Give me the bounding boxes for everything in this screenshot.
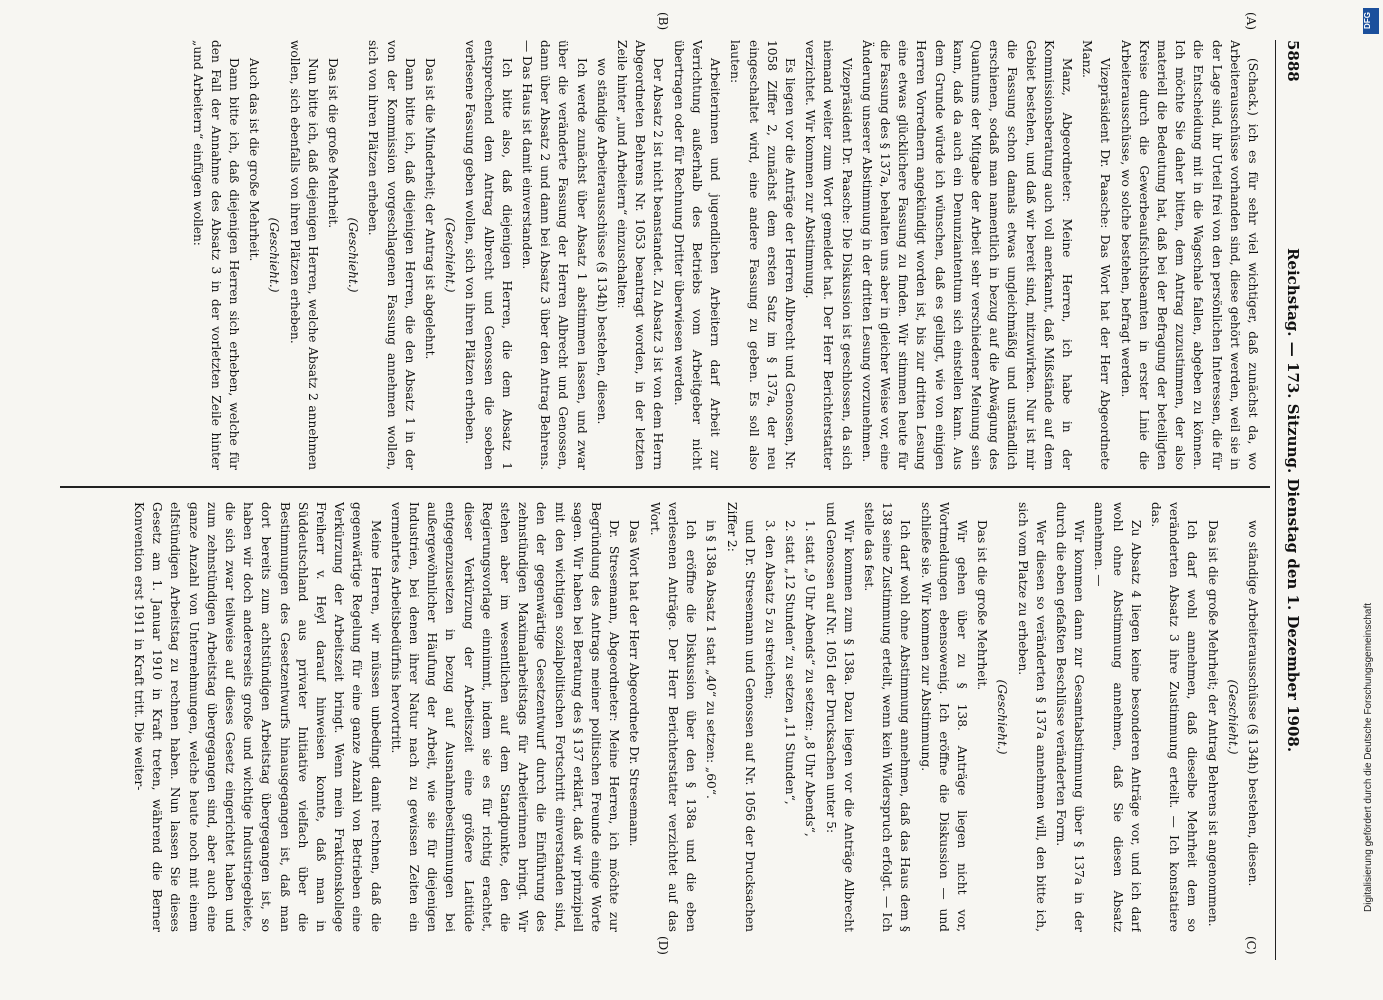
margin-marker-a: (A) <box>1244 12 1258 31</box>
left-column-paragraph: (Geschieht.) <box>443 217 458 293</box>
left-column-paragraph: Dann bitte ich, daß diejenigen Herren sich erheben, welche für den Fall der Annahme des Absatz 3 in der vorletzten Zeile hinter „und Arbeitern“ einfügen wollen: <box>190 40 242 470</box>
left-column-paragraph: Der Absatz 2 ist nicht beanstandet. Zu Absatz 3 ist von dem Herrn Abgeordneten Behrens Nr. 1053 beantragt worden, in der letzten Zeile hinter „und Arbeitern“ einzuschalten: <box>615 40 666 470</box>
left-column-paragraph: Das ist die große Mehrheit. <box>326 58 341 229</box>
right-column-paragraph: Wir kommen dann zur Gesamtabstimmung über § 137a in der durch die eben gefaßten Beschlüsse veränderten Form. <box>1053 502 1087 932</box>
left-column-paragraph: Vizepräsident Dr. Paasche: Die Diskussion ist geschlossen, da sich niemand weiter zum Wort gemeldet hat. Der Herr Berichterstatter verzichtet. Wir kommen zur Abstimmung. <box>803 40 854 470</box>
right-column-paragraph: Wer diesen so veränderten § 137a annehmen will, den bitte ich, sich vom Platze zu erheben. <box>1015 502 1048 932</box>
right-column-paragraph: Ich darf wohl annehmen, daß dieselbe Mehrheit dem so veränderten Absatz 3 ihre Zustimmung erteilt. — Ich konstatiere das. <box>1148 502 1200 932</box>
right-column-paragraph: und Dr. Stresemann und Genossen auf Nr. 1056 der Drucksachen Ziffer 2: <box>724 502 757 932</box>
left-column-paragraph: Manz, Abgeordneter: Meine Herren, ich habe in der Kommissionsberatung auch voll anerkannt, daß Mißstände auf dem Gebiet bestehen, und daß wir bereit sind, mitzuwirken. Nur ist mir die Fassung schon damals etwas ungleichmäßig und unständlich erschienen, sodaß man namentlich in bezug auf die Abwägung des Quantums der Mitgabe der Arbeit sehr verschiedener Meinung sein kann, daß da auch ein Denunziantentum sich einstellen kann. Aus dem Grunde würde ich wünschen, daß es gelingt, wie von einigen Herren Vorrednern angekündigt worden ist, bis zur dritten Lesung eine etwas glücklichere Fassung zu finden. Wir stimmen heute für die Fassung des § 137a, behalten uns aber in gleicher Weise vor, eine Änderung unserer Abstimmung in der dritten Lesung vorzunehmen. <box>859 40 1074 470</box>
digitization-credit <box>1363 12 1377 912</box>
page-header <box>1275 40 1310 960</box>
right-column-paragraph: Das Wort hat der Herr Abgeordnete Dr. Stresemann. <box>627 520 642 847</box>
right-column-paragraph: Wir gehen über zu § 138. Anträge liegen nicht vor, Wortmeldungen ebensowenig. Ich eröffne die Diskussion — und schließe sie. Wir kommen zur Abstimmung. <box>918 502 969 932</box>
left-column <box>62 40 1262 470</box>
margin-marker-b: (B) <box>656 12 670 31</box>
right-column-paragraph: 2. statt „12 Stunden“ zu setzen „11 Stunden“, <box>783 520 798 805</box>
left-column-paragraph: Arbeiterinnen und jugendlichen Arbeitern darf Arbeit zur Verrichtung außerhalb des Betriebs vom Arbeitgeber nicht übertragen oder für Rechnung Dritter überwiesen werden. <box>671 40 723 470</box>
left-column-paragraph: (Schack.) ich es für sehr viel wichtiger, daß zunächst da, wo Arbeiterausschüsse vorhanden sind, diese gehört werden, weil sie in der Lage sind, ihr Urteil frei von den persönlichen Interessen, die für die Entscheidung mit in die Wagschale fallen, abgeben zu können. Ich möchte Sie daher bitten, dem Antrag zuzustimmen, der also materiell die Bedeutung hat, daß bei der Befragung der beteiligten Kreise durch die Gewerbeaufsichtsbeamten in erster Linie die Arbeiterausschüsse, wo solche bestehen, befragt werden. <box>1118 40 1260 470</box>
right-column-paragraph: Das ist die große Mehrheit; der Antrag Behrens ist angenommen. <box>1205 520 1220 927</box>
right-column-paragraph: (Geschieht.) <box>995 679 1010 755</box>
left-column-paragraph: Vizepräsident Dr. Paasche: Das Wort hat der Herr Abgeordnete Manz. <box>1080 40 1113 470</box>
right-column <box>62 502 1262 932</box>
running-title: Reichstag. — 173. Sitzung. Dienstag den 1. Dezember 1908. <box>1284 247 1302 753</box>
dfg-logo-text: DFG <box>1362 12 1372 29</box>
left-column-paragraph: Ich werde zunächst über Absatz 1 abstimmen lassen, und zwar über die veränderte Fassung der Herren Albrecht und Genossen, dann über Absatz 2 und dann bei Absatz 3 über den Antrag Behrens. — Das Haus ist damit einverstanden. <box>520 40 589 470</box>
right-column-paragraph: (Geschieht.) <box>1225 679 1240 755</box>
left-column-paragraph: (Geschieht.) <box>346 217 361 293</box>
column-divider <box>60 486 1270 488</box>
right-column-paragraph: Ich darf wohl ohne Abstimmung annehmen, daß das Haus dem § 138 seine Zustimmung erteilt, wenn kein Widerspruch erfolgt. — Ich stelle das fest. <box>861 502 913 932</box>
credit-text: Digitalisierung gefördert durch die Deutsche Forschungsgemeinschaft <box>1363 602 1374 912</box>
right-column-paragraph: 3. den Absatz 5 zu streichen; <box>762 520 777 700</box>
right-column-paragraph: Meine Herren, wir müssen unbedingt damit rechnen, daß die gegenwärtige Regelung für eine ganze Anzahl von Betrieben eine Verkürzung der Arbeitszeit bringt. Wenn mein Fraktionskollege Freiherr v. Heyl darauf hinweisen konnte, daß man in Süddeutschland aus privater Initiative vielfach über die Bestimmungen des Gesetzentwurfs hinausgegangen ist, daß man dort bereits zum achtstündigen Arbeitstag übergegangen ist, so haben wir doch andererseits große und wichtige Industriegebiete, die sich zwar teilweise auf dieses Gesetz eingerichtet haben und zum zehnstündigen Arbeitstag übergegangen sind, aber auch eine ganze Anzahl von Unternehmungen, welche heute noch mit einem elfstündigen Arbeitstag zu rechnen haben. Nun lassen Sie dieses Gesetz am 1. Januar 1910 in Kraft treten, während die Berner Konvention erst 1911 in Kraft tritt. Die weiter- <box>132 502 383 932</box>
document-page <box>50 12 1310 960</box>
rotated-page-content <box>50 12 1310 960</box>
left-column-paragraph: Dann bitte ich, daß diejenigen Herren, die den Absatz 1 in der von der Kommission vorgeschlagenen Fassung annehmen wollen, sich von ihren Plätzen erheben. <box>366 40 417 470</box>
right-column-paragraph: in § 138a Absatz 1 statt „40“ zu setzen: „60“. <box>704 520 719 799</box>
right-column-paragraph: Das ist die große Mehrheit. <box>975 520 990 691</box>
left-column-paragraph: Das ist die Minderheit; der Antrag ist abgelehnt. <box>423 58 438 360</box>
left-column-paragraph: Es liegen vor die Anträge der Herren Albrecht und Genossen, Nr. 1058 Ziffer 2, zunächst dem ersten Satz im § 137a, der neu eingeschaltet wird, eine andere Fassung zu geben. Es soll also lauten: <box>728 40 797 470</box>
left-column-paragraph: wo ständige Arbeiterausschüsse (§ 134h) bestehen, diesen. <box>594 58 609 425</box>
right-column-paragraph: Zu Absatz 4 liegen keine besonderen Anträge vor, und ich darf wohl ohne Abstimmung annehmen, daß Sie diesen Absatz annehmen. — <box>1092 502 1143 932</box>
right-column-paragraph: Ich eröffne die Diskussion über den § 138a und die eben verlesenen Anträge. Der Herr Berichterstatter verzichtet auf das Wort. <box>647 502 699 932</box>
left-column-paragraph: (Geschieht.) <box>267 217 282 293</box>
dfg-logo <box>1363 8 1379 34</box>
right-column-paragraph: Wir kommen zum § 138a. Dazu liegen vor die Anträge Albrecht und Genossen auf Nr. 1051 der Drucksachen unter 5: <box>823 502 856 932</box>
right-column-paragraph: wo ständige Arbeiterausschüsse (§ 134h) bestehen, diesen. <box>1246 520 1260 887</box>
left-column-paragraph: Ich bitte also, daß diejenigen Herren, die dem Absatz 1 entsprechend dem Antrag Albrecht und Genossen die soeben verlesene Fassung geben wollen, sich von ihren Plätzen erheben. <box>463 40 514 470</box>
page-number: 5888 <box>1284 40 1302 82</box>
left-column-paragraph: Nun bitte ich, daß diejenigen Herren, welche Absatz 2 annehmen wollen, sich ebenfalls von ihren Plätzen erheben. <box>287 40 320 470</box>
right-column-paragraph: Dr. Stresemann, Abgeordneter: Meine Herren, ich möchte zur Begründung des Antrags meiner politischen Freunde einige Worte sagen. Wir haben bei Beratung des § 137 erklärt, daß wir prinzipiell mit den wichtigen sozialpolitischen Fortschritt einverstanden sind, den der gegenwärtige Gesetzentwurf durch die Einführung des zehnstündigen Maximalarbeitstags für Arbeiterinnen bringt. Wir stehen aber im wesentlichen auf dem Standpunkte, den die Regierungsvorlage einnimmt, indem sie es für richtig erachtet, dieser Verkürzung der Arbeitszeit eine größere Latitüde entgegenzusetzen in bezug auf Ausnahmebestimmungen bei außergewöhnlicher Häufung der Arbeit, wie sie für diejenigen Industrien, bei denen ihrer Natur nach zu gewissen Zeiten ein vermehrtes Arbeitsbedürfnis hervortritt. <box>388 502 622 932</box>
margin-marker-c: (C) <box>1244 936 1258 955</box>
left-column-paragraph: Auch das ist die große Mehrheit. <box>247 58 262 262</box>
right-column-paragraph: 1. statt „9 Uhr Abends“ zu setzen: „8 Uhr Abends“, <box>803 520 818 837</box>
margin-marker-d: (D) <box>656 936 670 955</box>
